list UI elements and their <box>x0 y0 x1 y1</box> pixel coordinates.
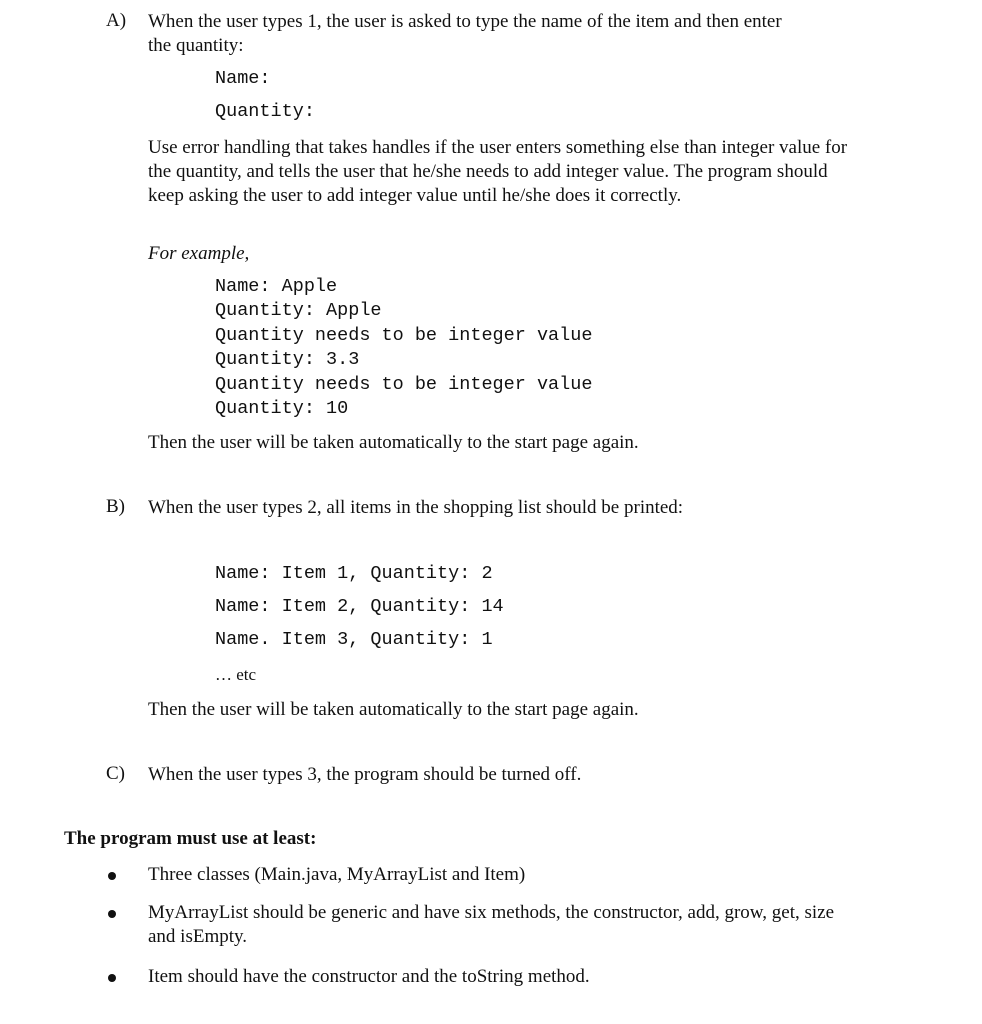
requirement-item: MyArrayList should be generic and have six methods, the constructor, add, grow, get, size and isEmpty. <box>148 902 835 947</box>
section-b-intro: When the user types 2, all items in the shopping list should be printed: <box>148 497 684 518</box>
section-a-then-text: Then the user will be taken automatically to the start page again. <box>148 432 639 453</box>
list-item: Name: Item 1, Quantity: 2 <box>215 563 493 584</box>
section-c-text: When the user types 3, the program should be turned off. <box>148 764 582 785</box>
prompt-quantity: Quantity: <box>215 101 315 122</box>
example-line: Quantity needs to be integer value <box>215 373 593 395</box>
list-item: Name: Item 2, Quantity: 14 <box>215 596 504 617</box>
requirements-heading: The program must use at least: <box>64 828 317 849</box>
example-code-block <box>215 275 592 421</box>
example-label: For example, <box>148 243 250 264</box>
bullet-icon <box>108 974 116 982</box>
section-a-intro-line1: When the user types 1, the user is asked to type the name of the item and then enter <box>148 11 782 32</box>
section-b-then-text: Then the user will be taken automatically to the start page again. <box>148 699 639 720</box>
section-c-label: C) <box>106 763 125 784</box>
example-line: Quantity needs to be integer value <box>215 324 593 346</box>
example-line: Quantity: Apple <box>215 300 382 322</box>
section-a-label: A) <box>106 10 127 31</box>
example-line: Quantity: 3.3 <box>215 349 360 371</box>
bullet-icon <box>108 910 116 918</box>
example-line: Name: Apple <box>215 276 338 297</box>
requirement-item: Three classes (Main.java, MyArrayList and Item) <box>148 864 526 885</box>
etc-text: … etc <box>215 665 257 684</box>
list-item: Name. Item 3, Quantity: 1 <box>215 629 493 650</box>
section-a-intro-line2: the quantity: <box>148 35 244 56</box>
bullet-icon <box>108 872 116 880</box>
error-handling-paragraph: Use error handling that takes handles if the user enters something else than integer value for the quantity, and tells the user that he/she needs to add integer value. The program should keep asking the user to add integer value until he/she does it correctly. <box>148 137 848 206</box>
example-line: Quantity: 10 <box>215 398 349 420</box>
section-b-label: B) <box>106 496 125 517</box>
prompt-name: Name: <box>215 68 271 89</box>
requirement-item: Item should have the constructor and the toString method. <box>148 966 590 987</box>
